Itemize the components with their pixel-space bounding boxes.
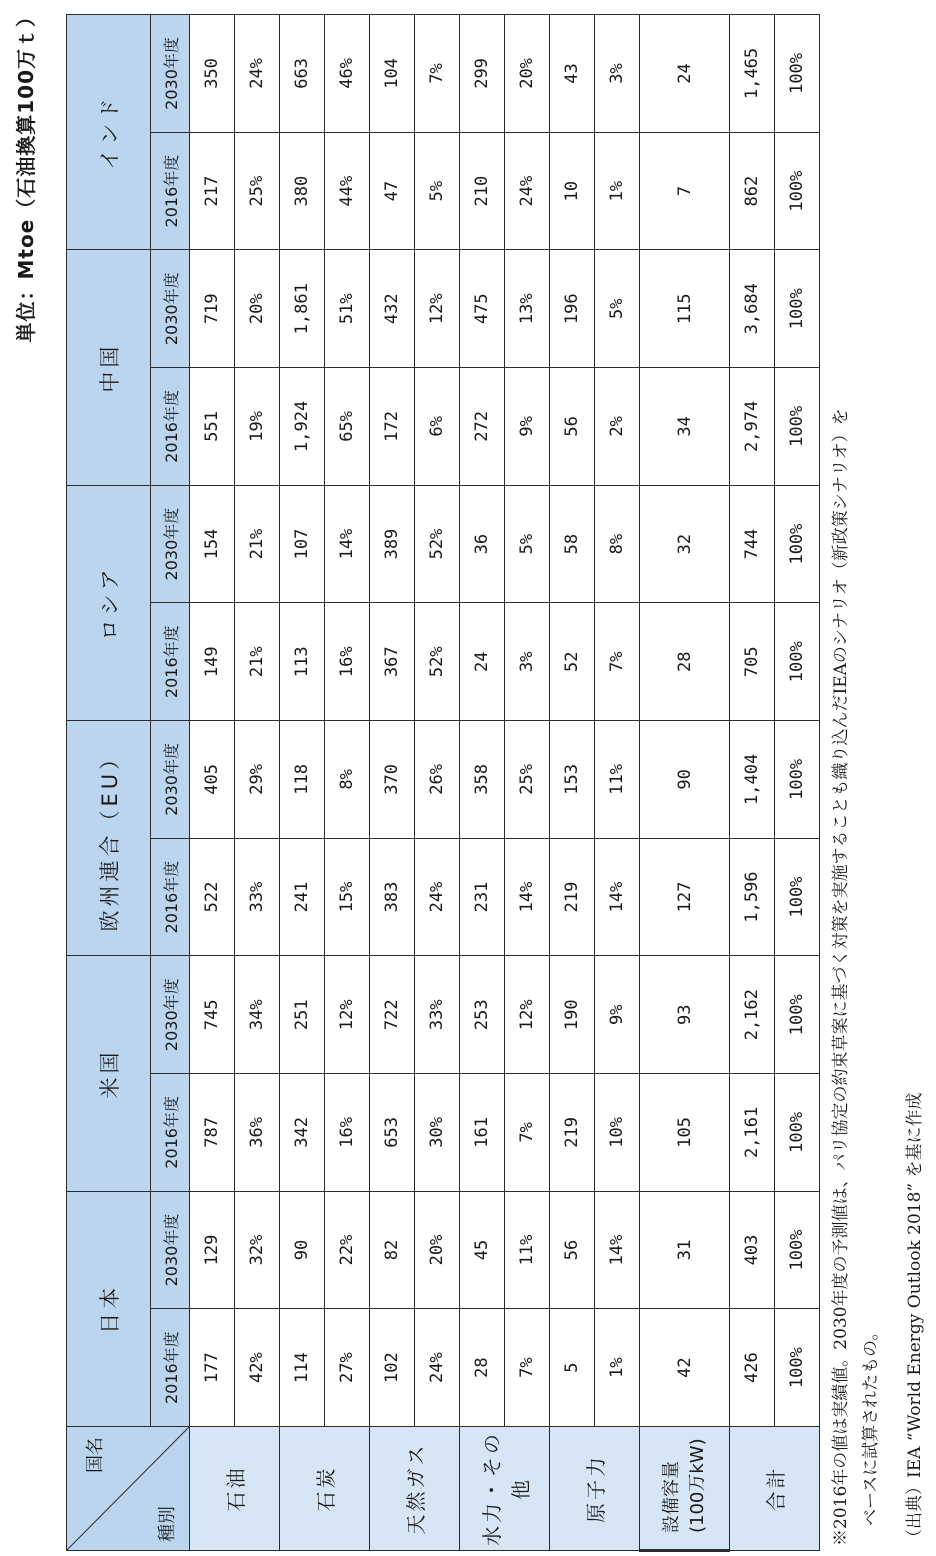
share-cell: 65% [325, 368, 370, 486]
value-cell: 663 [280, 15, 325, 133]
value-cell: 210 [460, 132, 505, 250]
capacity-cell: 115 [640, 250, 730, 368]
source-note: （出典）IEA “World Energy Outlook 2018” を基に作成 [905, 1092, 925, 1546]
value-cell: 380 [280, 132, 325, 250]
total-value-cell: 2,161 [730, 1074, 775, 1192]
value-cell: 253 [460, 956, 505, 1074]
year-header: 2016年度 [151, 838, 190, 956]
share-cell: 8% [325, 721, 370, 839]
value-cell: 787 [190, 1074, 235, 1192]
share-cell: 10% [595, 1074, 640, 1192]
share-cell: 7% [595, 603, 640, 721]
total-value-cell: 705 [730, 603, 775, 721]
total-share-cell: 100% [775, 368, 820, 486]
total-value-cell: 862 [730, 132, 775, 250]
share-cell: 20% [235, 250, 280, 368]
value-cell: 43 [550, 15, 595, 133]
country-header: インド [67, 15, 151, 250]
capacity-label-line1: 設備容量 [660, 1461, 682, 1533]
value-cell: 113 [280, 603, 325, 721]
footnote-line-2: ベースに試算されたもの。 [861, 1323, 881, 1526]
value-cell: 251 [280, 956, 325, 1074]
share-cell: 3% [595, 15, 640, 133]
total-share-cell: 100% [775, 1074, 820, 1192]
share-cell: 12% [505, 956, 550, 1074]
value-cell: 56 [550, 1191, 595, 1309]
capacity-cell: 32 [640, 485, 730, 603]
energy-table [66, 14, 820, 1552]
corner-country-label: 国名 [85, 1437, 106, 1473]
share-cell: 19% [235, 368, 280, 486]
capacity-cell: 34 [640, 368, 730, 486]
year-header: 2016年度 [151, 368, 190, 486]
value-cell: 149 [190, 603, 235, 721]
value-cell: 370 [370, 721, 415, 839]
value-cell: 118 [280, 721, 325, 839]
total-share-cell: 100% [775, 956, 820, 1074]
total-share-cell: 100% [775, 721, 820, 839]
total-label: 合計 [730, 1427, 820, 1551]
capacity-cell: 42 [640, 1309, 730, 1427]
share-cell: 34% [235, 956, 280, 1074]
share-cell: 15% [325, 838, 370, 956]
value-cell: 177 [190, 1309, 235, 1427]
value-cell: 172 [370, 368, 415, 486]
value-cell: 389 [370, 485, 415, 603]
total-share-cell: 100% [775, 603, 820, 721]
share-cell: 46% [325, 15, 370, 133]
total-value-cell: 1,596 [730, 838, 775, 956]
share-cell: 1% [595, 1309, 640, 1427]
share-cell: 21% [235, 485, 280, 603]
value-cell: 52 [550, 603, 595, 721]
total-value-cell: 403 [730, 1191, 775, 1309]
share-cell: 52% [415, 603, 460, 721]
share-cell: 51% [325, 250, 370, 368]
corner-type-label: 種別 [157, 1506, 178, 1542]
year-header: 2016年度 [151, 1309, 190, 1427]
footnote-line-1: ※2016年の値は実績値。2030年度の予測値は、パリ協定の約束草案に基づく対策を実施することも織り込んだIEAのシナリオ（新政策シナリオ）を [831, 408, 851, 1546]
value-cell: 217 [190, 132, 235, 250]
value-cell: 475 [460, 250, 505, 368]
value-cell: 405 [190, 721, 235, 839]
value-cell: 58 [550, 485, 595, 603]
value-cell: 383 [370, 838, 415, 956]
value-cell: 745 [190, 956, 235, 1074]
value-cell: 196 [550, 250, 595, 368]
value-cell: 45 [460, 1191, 505, 1309]
year-header: 2016年度 [151, 1074, 190, 1192]
share-cell: 9% [595, 956, 640, 1074]
share-cell: 24% [235, 15, 280, 133]
capacity-cell: 31 [640, 1191, 730, 1309]
total-share-cell: 100% [775, 250, 820, 368]
year-header: 2030年度 [151, 721, 190, 839]
value-cell: 522 [190, 838, 235, 956]
row-label: 天然ガス [370, 1427, 460, 1551]
value-cell: 719 [190, 250, 235, 368]
value-cell: 153 [550, 721, 595, 839]
value-cell: 47 [370, 132, 415, 250]
share-cell: 25% [235, 132, 280, 250]
country-header: 日本 [67, 1191, 151, 1426]
total-value-cell: 1,404 [730, 721, 775, 839]
corner-header [67, 1427, 190, 1551]
share-cell: 14% [325, 485, 370, 603]
value-cell: 5 [550, 1309, 595, 1427]
value-cell: 722 [370, 956, 415, 1074]
year-header: 2030年度 [151, 15, 190, 133]
total-share-cell: 100% [775, 132, 820, 250]
share-cell: 20% [505, 15, 550, 133]
share-cell: 5% [415, 132, 460, 250]
share-cell: 9% [505, 368, 550, 486]
share-cell: 2% [595, 368, 640, 486]
value-cell: 104 [370, 15, 415, 133]
total-share-cell: 100% [775, 838, 820, 956]
share-cell: 44% [325, 132, 370, 250]
row-label: 石油 [190, 1427, 280, 1551]
year-header: 2030年度 [151, 485, 190, 603]
share-cell: 42% [235, 1309, 280, 1427]
country-header: 欧州連合（EU） [67, 721, 151, 956]
share-cell: 25% [505, 721, 550, 839]
share-cell: 27% [325, 1309, 370, 1427]
value-cell: 114 [280, 1309, 325, 1427]
value-cell: 551 [190, 368, 235, 486]
share-cell: 16% [325, 603, 370, 721]
value-cell: 161 [460, 1074, 505, 1192]
value-cell: 653 [370, 1074, 415, 1192]
share-cell: 16% [325, 1074, 370, 1192]
country-header: 米国 [67, 956, 151, 1191]
total-share-cell: 100% [775, 485, 820, 603]
share-cell: 6% [415, 368, 460, 486]
value-cell: 56 [550, 368, 595, 486]
capacity-label-line2: (100万kW) [686, 1438, 708, 1533]
total-share-cell: 100% [775, 1191, 820, 1309]
value-cell: 272 [460, 368, 505, 486]
row-label: 水力・その他 [460, 1427, 550, 1551]
share-cell: 26% [415, 721, 460, 839]
total-value-cell: 744 [730, 485, 775, 603]
row-label: 原子力 [550, 1427, 640, 1551]
share-cell: 20% [415, 1191, 460, 1309]
value-cell: 129 [190, 1191, 235, 1309]
capacity-cell: 24 [640, 15, 730, 133]
share-cell: 5% [595, 250, 640, 368]
share-cell: 30% [415, 1074, 460, 1192]
value-cell: 90 [280, 1191, 325, 1309]
capacity-cell: 93 [640, 956, 730, 1074]
value-cell: 231 [460, 838, 505, 956]
capacity-cell: 28 [640, 603, 730, 721]
year-header: 2016年度 [151, 603, 190, 721]
capacity-cell: 127 [640, 838, 730, 956]
value-cell: 350 [190, 15, 235, 133]
row-label: 石炭 [280, 1427, 370, 1551]
value-cell: 102 [370, 1309, 415, 1427]
share-cell: 11% [505, 1191, 550, 1309]
value-cell: 36 [460, 485, 505, 603]
share-cell: 14% [595, 1191, 640, 1309]
share-cell: 22% [325, 1191, 370, 1309]
total-value-cell: 3,684 [730, 250, 775, 368]
share-cell: 8% [595, 485, 640, 603]
share-cell: 32% [235, 1191, 280, 1309]
value-cell: 10 [550, 132, 595, 250]
share-cell: 1% [595, 132, 640, 250]
share-cell: 11% [595, 721, 640, 839]
share-cell: 7% [505, 1309, 550, 1427]
share-cell: 13% [505, 250, 550, 368]
value-cell: 299 [460, 15, 505, 133]
total-share-cell: 100% [775, 15, 820, 133]
share-cell: 52% [415, 485, 460, 603]
share-cell: 29% [235, 721, 280, 839]
share-cell: 12% [325, 956, 370, 1074]
year-header: 2030年度 [151, 956, 190, 1074]
share-cell: 3% [505, 603, 550, 721]
value-cell: 1,861 [280, 250, 325, 368]
capacity-cell: 90 [640, 721, 730, 839]
share-cell: 24% [415, 1309, 460, 1427]
total-value-cell: 2,162 [730, 956, 775, 1074]
capacity-cell: 7 [640, 132, 730, 250]
share-cell: 7% [505, 1074, 550, 1192]
value-cell: 342 [280, 1074, 325, 1192]
share-cell: 24% [505, 132, 550, 250]
share-cell: 7% [415, 15, 460, 133]
year-header: 2030年度 [151, 1191, 190, 1309]
share-cell: 24% [415, 838, 460, 956]
total-share-cell: 100% [775, 1309, 820, 1427]
country-header: 中国 [67, 250, 151, 485]
value-cell: 358 [460, 721, 505, 839]
year-header: 2030年度 [151, 250, 190, 368]
total-value-cell: 426 [730, 1309, 775, 1427]
value-cell: 28 [460, 1309, 505, 1427]
share-cell: 14% [505, 838, 550, 956]
value-cell: 367 [370, 603, 415, 721]
share-cell: 14% [595, 838, 640, 956]
value-cell: 241 [280, 838, 325, 956]
value-cell: 219 [550, 838, 595, 956]
capacity-label [640, 1427, 730, 1551]
share-cell: 36% [235, 1074, 280, 1192]
capacity-cell: 105 [640, 1074, 730, 1192]
value-cell: 24 [460, 603, 505, 721]
year-header: 2016年度 [151, 132, 190, 250]
share-cell: 21% [235, 603, 280, 721]
value-cell: 432 [370, 250, 415, 368]
total-value-cell: 1,465 [730, 15, 775, 133]
value-cell: 219 [550, 1074, 595, 1192]
share-cell: 33% [415, 956, 460, 1074]
value-cell: 82 [370, 1191, 415, 1309]
country-header: ロシア [67, 485, 151, 720]
value-cell: 190 [550, 956, 595, 1074]
share-cell: 5% [505, 485, 550, 603]
unit-label: 単位：Mtoe（石油換算100万ｔ） [14, 6, 38, 343]
value-cell: 154 [190, 485, 235, 603]
share-cell: 12% [415, 250, 460, 368]
total-value-cell: 2,974 [730, 368, 775, 486]
value-cell: 107 [280, 485, 325, 603]
share-cell: 33% [235, 838, 280, 956]
value-cell: 1,924 [280, 368, 325, 486]
